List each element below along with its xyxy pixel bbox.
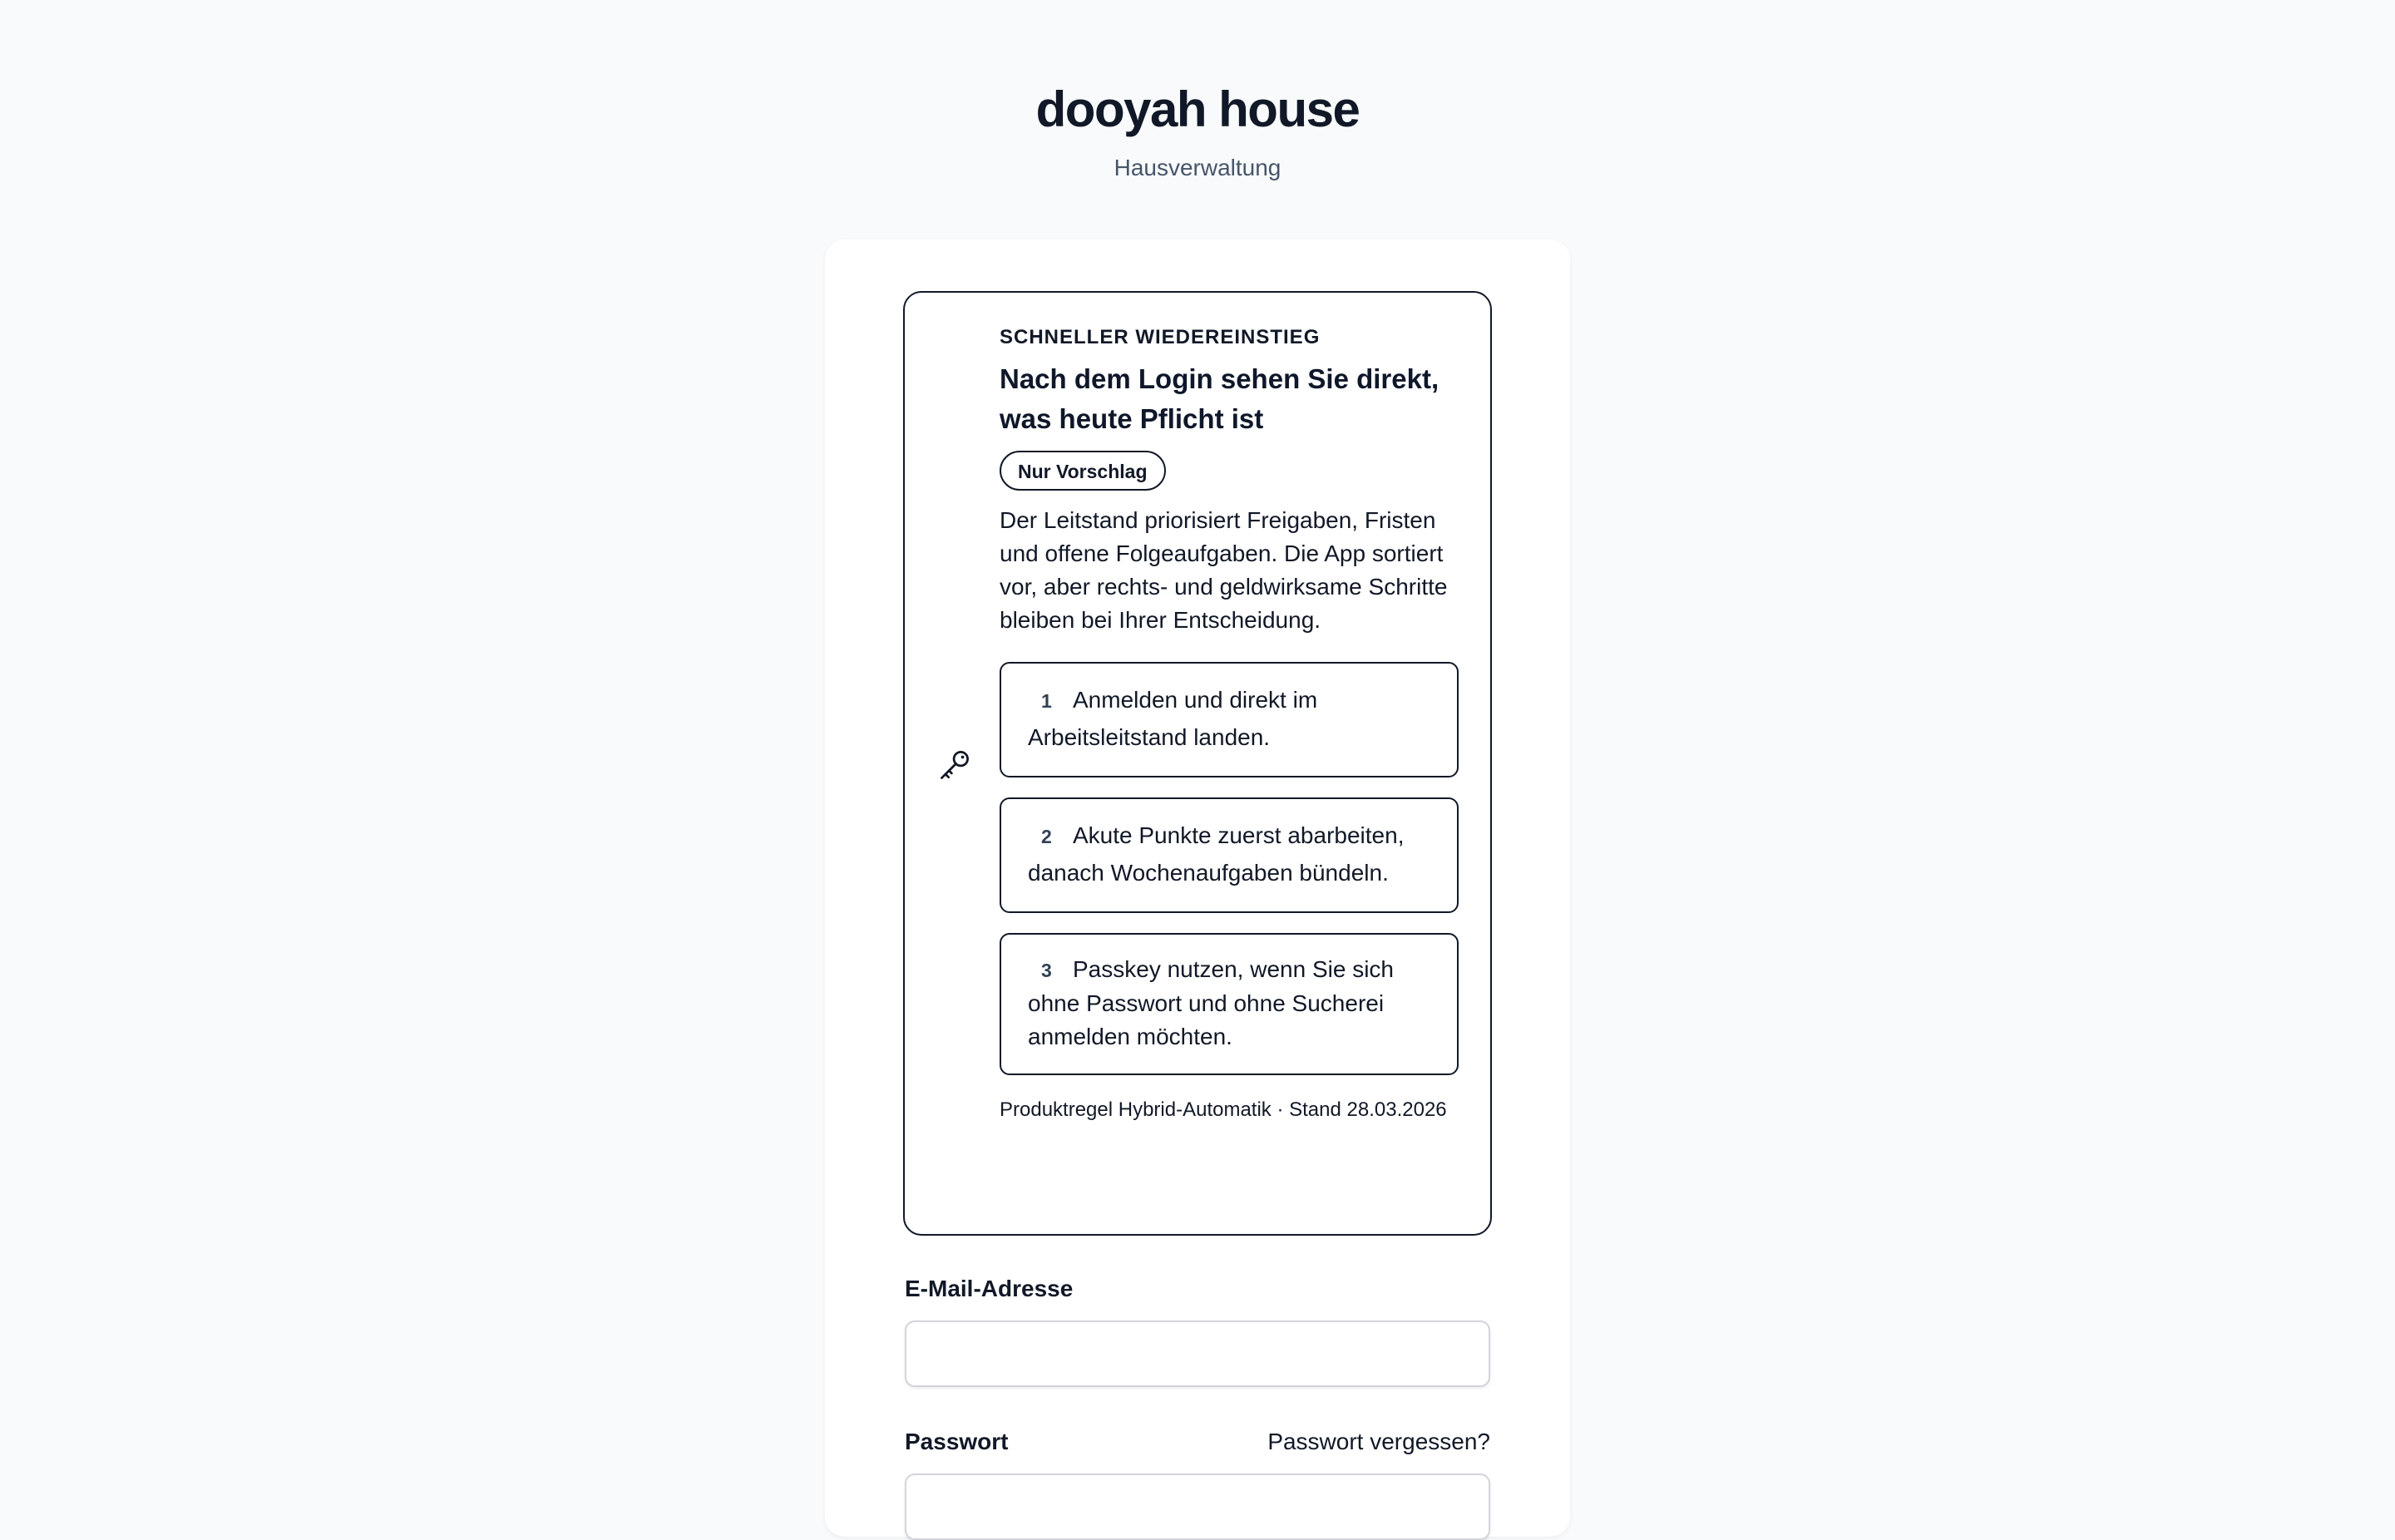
step-text: Akute Punkte zuerst abarbeiten, danach Wochenaufgaben bündeln. [1028,822,1405,886]
email-input[interactable] [905,1320,1490,1387]
password-input[interactable] [905,1473,1490,1540]
login-card [825,239,1570,1537]
app-title: dooyah house [1035,81,1360,137]
step-number: 1 [1041,690,1052,712]
hint-eyebrow: SCHNELLER WIEDEREINSTIEG [1000,326,1321,348]
email-label: E-Mail-Adresse [905,1276,1074,1301]
forgot-password-link[interactable]: Passwort vergessen? [1267,1429,1490,1454]
brand-header [0,77,2395,185]
key-icon [936,747,973,783]
product-rule-footnote: Produktregel Hybrid-Automatik · Stand 28.03.2026 [1000,1098,1447,1121]
step-item [1000,933,1459,1075]
password-label: Passwort [905,1429,1009,1454]
hint-content [1000,324,1462,1123]
hint-description: Der Leitstand priorisiert Freigaben, Fristen und offene Folgeaufgaben. Die App sortiert vor, aber rechts- und geldwirksame Schritte bleiben bei Ihrer Entscheidung. [1000,507,1448,633]
step-number: 3 [1041,960,1052,981]
hint-heading: Nach dem Login sehen Sie direkt, was heute Pflicht ist [1000,363,1439,434]
step-text: Passkey nutzen, wenn Sie sich ohne Passwort und ohne Sucherei anmelden möchten. [1028,956,1394,1049]
step-number: 2 [1041,826,1052,847]
step-item [1000,662,1459,777]
onboarding-hint-box [903,291,1492,1236]
step-text: Anmelden und direkt im Arbeitsleitstand landen. [1028,687,1318,750]
steps-list [1000,662,1462,1075]
app-subtitle: Hausverwaltung [1114,155,1281,180]
suggestion-badge: Nur Vorschlag [1000,451,1166,491]
step-item [1000,797,1459,913]
